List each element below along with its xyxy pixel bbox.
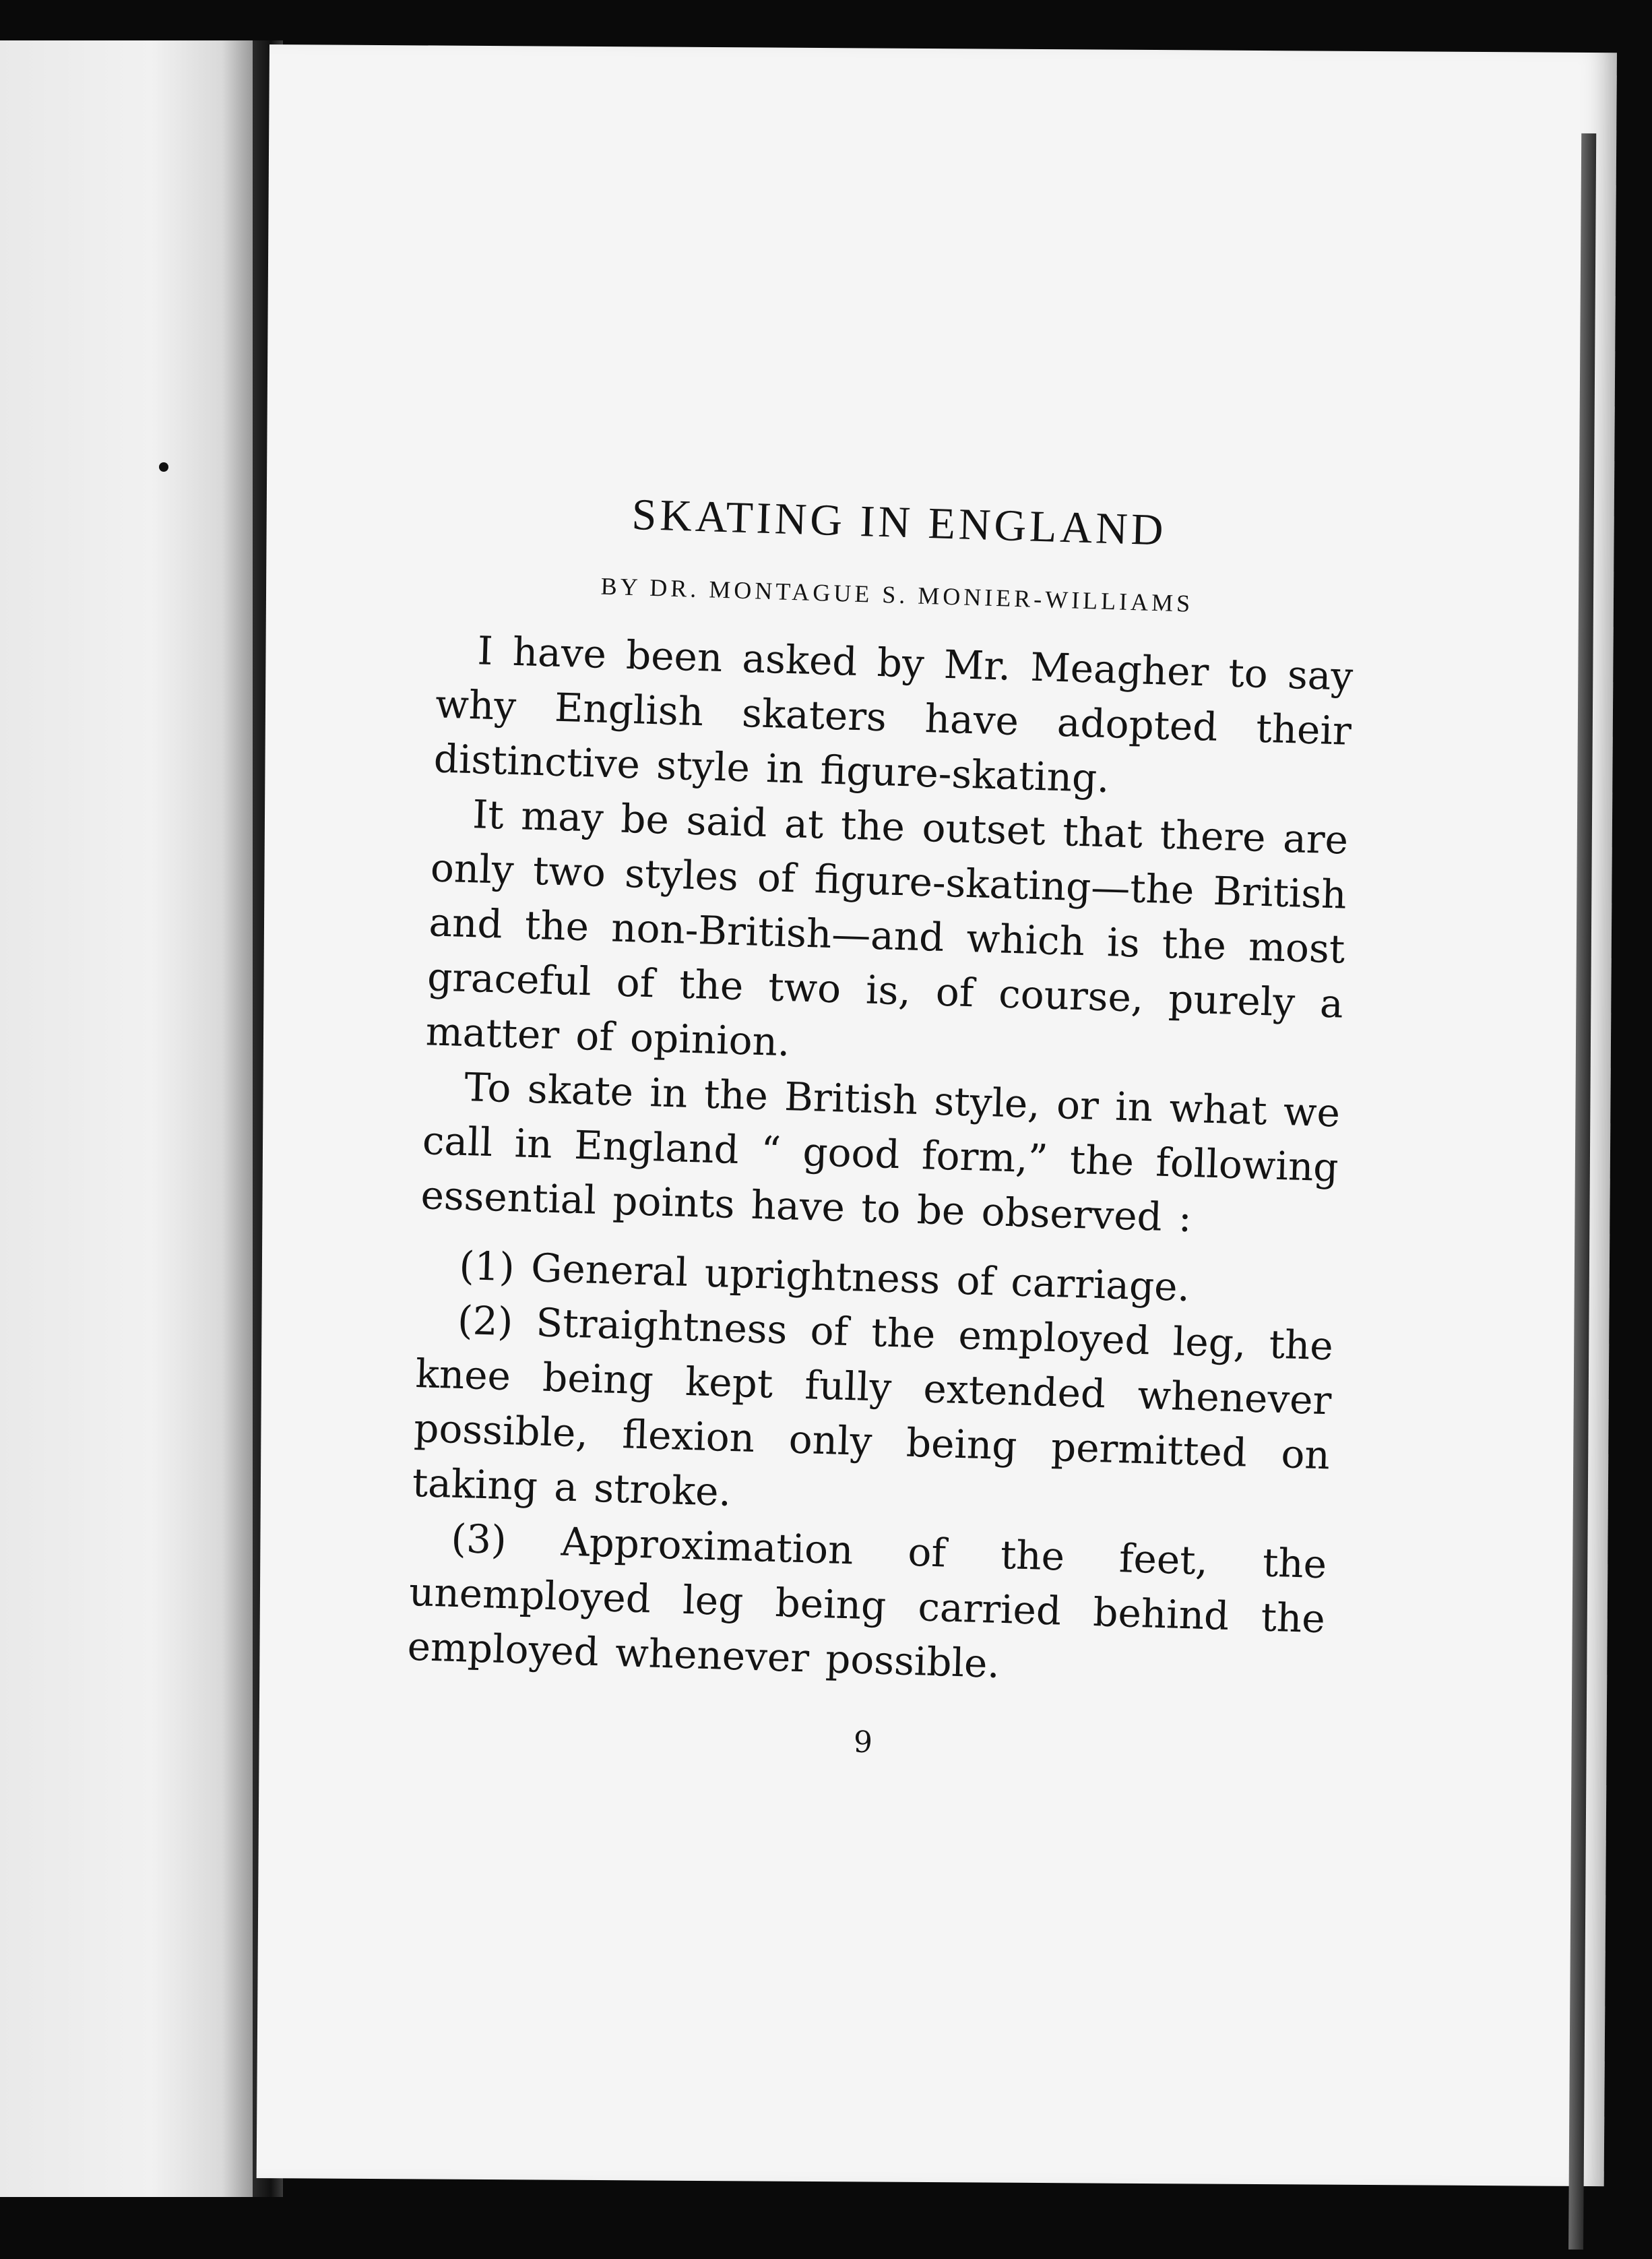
page-text [404, 484, 1358, 1774]
book-page [257, 44, 1617, 2186]
numbered-point: (3) Approximation of the feet, the unemployed leg being carried behind the employed whenever possible. [406, 1515, 1328, 1687]
chapter-title: SKATING IN ENGLAND [631, 489, 1168, 555]
page-edge [1568, 133, 1596, 2250]
paragraph: To skate in the British style, or in what we call in England “ good form,” the following essential points have to be observed : [420, 1063, 1341, 1241]
page-number: 9 [853, 1725, 873, 1760]
facing-page [0, 40, 253, 2197]
author-byline: BY DR. MONTAGUE S. MONIER-WILLIAMS [600, 572, 1194, 617]
paragraph: It may be said at the outset that there are only two styles of figure-skating—the British and the non-British—and which is the most graceful of the two is, of course, purely a matter of opinion. [424, 791, 1349, 1065]
numbered-point: (2) Straightness of the employed leg, the knee being kept fully extended whenever possible, flexion only being permitted on taking a stroke. [412, 1297, 1334, 1515]
ink-speck [159, 462, 168, 472]
paragraph: I have been asked by Mr. Meagher to say why English skaters have adopted their distinctive style in figure-skating. [433, 627, 1354, 802]
numbered-point: (1) General uprightness of carriage. [458, 1242, 1190, 1311]
